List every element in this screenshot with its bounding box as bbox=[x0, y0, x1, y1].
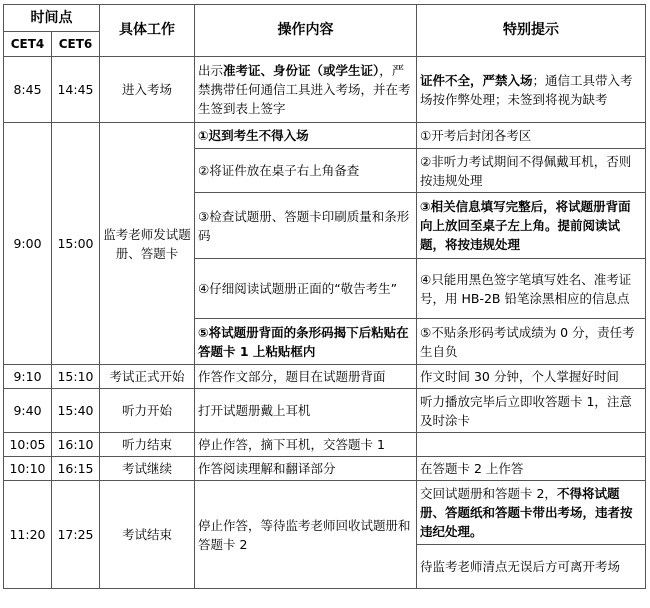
notes-cell: ②非听力考试期间不得佩戴耳机，否则按违规处理 bbox=[417, 149, 646, 193]
cet6-time: 16:10 bbox=[52, 433, 100, 457]
ops-cell: ④仔细阅读试题册正面的“敬告考生” bbox=[195, 259, 417, 319]
cet6-time: 16:15 bbox=[52, 457, 100, 481]
header-work: 具体工作 bbox=[100, 5, 195, 57]
cet4-time: 11:20 bbox=[4, 481, 52, 589]
notes-cell: ⑤不贴条形码考试成绩为 0 分，责任考生自负 bbox=[417, 319, 646, 365]
work-item: 考试正式开始 bbox=[100, 365, 195, 389]
table-row bbox=[4, 457, 646, 481]
notes-text-bold: 证件不全，严禁入场 bbox=[420, 72, 533, 88]
cet4-time: 9:40 bbox=[4, 389, 52, 433]
notes-cell: ①开考后封闭各考区 bbox=[417, 123, 646, 149]
cet6-time: 15:40 bbox=[52, 389, 100, 433]
cet4-time: 10:10 bbox=[4, 457, 52, 481]
notes-cell: ④只能用黑色签字笔填写姓名、准考证号，用 HB-2B 铅笔涂黑相应的信息点 bbox=[417, 259, 646, 319]
notes-cell: 作文时间 30 分钟，个人掌握好时间 bbox=[417, 365, 646, 389]
notes-text: ；通信工具带入考场按作弊处理；未签到将视为缺考 bbox=[420, 72, 633, 107]
header-cet6: CET6 bbox=[52, 32, 100, 57]
table-row bbox=[4, 123, 646, 149]
work-item: 监考老师发试题册、答题卡 bbox=[100, 123, 195, 365]
exam-schedule-table bbox=[3, 4, 646, 589]
work-item: 考试继续 bbox=[100, 457, 195, 481]
header-row bbox=[4, 5, 646, 32]
header-notes: 特别提示 bbox=[417, 5, 646, 57]
ops-cell bbox=[195, 57, 417, 123]
work-item: 进入考场 bbox=[100, 57, 195, 123]
ops-text-bold: ⑤将试题册背面的条形码揭下后粘贴在答题卡 1 上粘贴框内 bbox=[198, 324, 409, 359]
table-row bbox=[4, 365, 646, 389]
notes-text: 交回试题册和答题卡 2， bbox=[420, 486, 557, 501]
work-item: 听力结束 bbox=[100, 433, 195, 457]
notes-cell: 听力播放完毕后立即收答题卡 1，注意及时涂卡 bbox=[417, 389, 646, 433]
ops-cell: 作答作文部分，题目在试题册背面 bbox=[195, 365, 417, 389]
notes-cell bbox=[417, 193, 646, 259]
table-row bbox=[4, 481, 646, 545]
ops-cell: 作答阅读理解和翻译部分 bbox=[195, 457, 417, 481]
header-cet4: CET4 bbox=[4, 32, 52, 57]
notes-text-bold: 不得将试题册、答题纸和答题卡带出考场，违者按违纪处理。 bbox=[420, 486, 633, 539]
notes-cell: 在答题卡 2 上作答 bbox=[417, 457, 646, 481]
table-row bbox=[4, 433, 646, 457]
work-item: 听力开始 bbox=[100, 389, 195, 433]
cet6-time: 15:10 bbox=[52, 365, 100, 389]
ops-cell bbox=[195, 319, 417, 365]
notes-cell: 待监考老师清点无误后方可离开考场 bbox=[417, 545, 646, 589]
ops-text-bold: 准考证、身份证（或学生证） bbox=[223, 63, 380, 78]
ops-text-bold: ①迟到考生不得入场 bbox=[198, 128, 309, 143]
ops-cell: 打开试题册戴上耳机 bbox=[195, 389, 417, 433]
notes-text-bold: ③相关信息填写完整后，将试题册背面向上放回至桌子左上角。提前阅读试题，将按违规处理 bbox=[420, 199, 631, 252]
ops-cell bbox=[195, 123, 417, 149]
cet4-time: 9:00 bbox=[4, 123, 52, 365]
notes-cell bbox=[417, 433, 646, 457]
header-ops: 操作内容 bbox=[195, 5, 417, 57]
table-row bbox=[4, 389, 646, 433]
notes-cell bbox=[417, 57, 646, 123]
cet6-time: 14:45 bbox=[52, 57, 100, 123]
cet4-time: 9:10 bbox=[4, 365, 52, 389]
notes-cell bbox=[417, 481, 646, 545]
ops-cell: ②将证件放在桌子右上角备查 bbox=[195, 149, 417, 193]
cet4-time: 10:05 bbox=[4, 433, 52, 457]
ops-cell: ③检查试题册、答题卡印刷质量和条形码 bbox=[195, 193, 417, 259]
header-time: 时间点 bbox=[4, 5, 100, 32]
cet4-time: 8:45 bbox=[4, 57, 52, 123]
ops-text: ，严禁携带任何通信工具进入考场，并在考生签到表上签字 bbox=[198, 63, 411, 116]
ops-cell: 停止作答，等待监考老师回收试题册和答题卡 2 bbox=[195, 481, 417, 589]
work-item: 考试结束 bbox=[100, 481, 195, 589]
cet6-time: 17:25 bbox=[52, 481, 100, 589]
cet6-time: 15:00 bbox=[52, 123, 100, 365]
table-row bbox=[4, 57, 646, 123]
ops-cell: 停止作答，摘下耳机，交答题卡 1 bbox=[195, 433, 417, 457]
ops-text: 出示 bbox=[198, 63, 224, 78]
